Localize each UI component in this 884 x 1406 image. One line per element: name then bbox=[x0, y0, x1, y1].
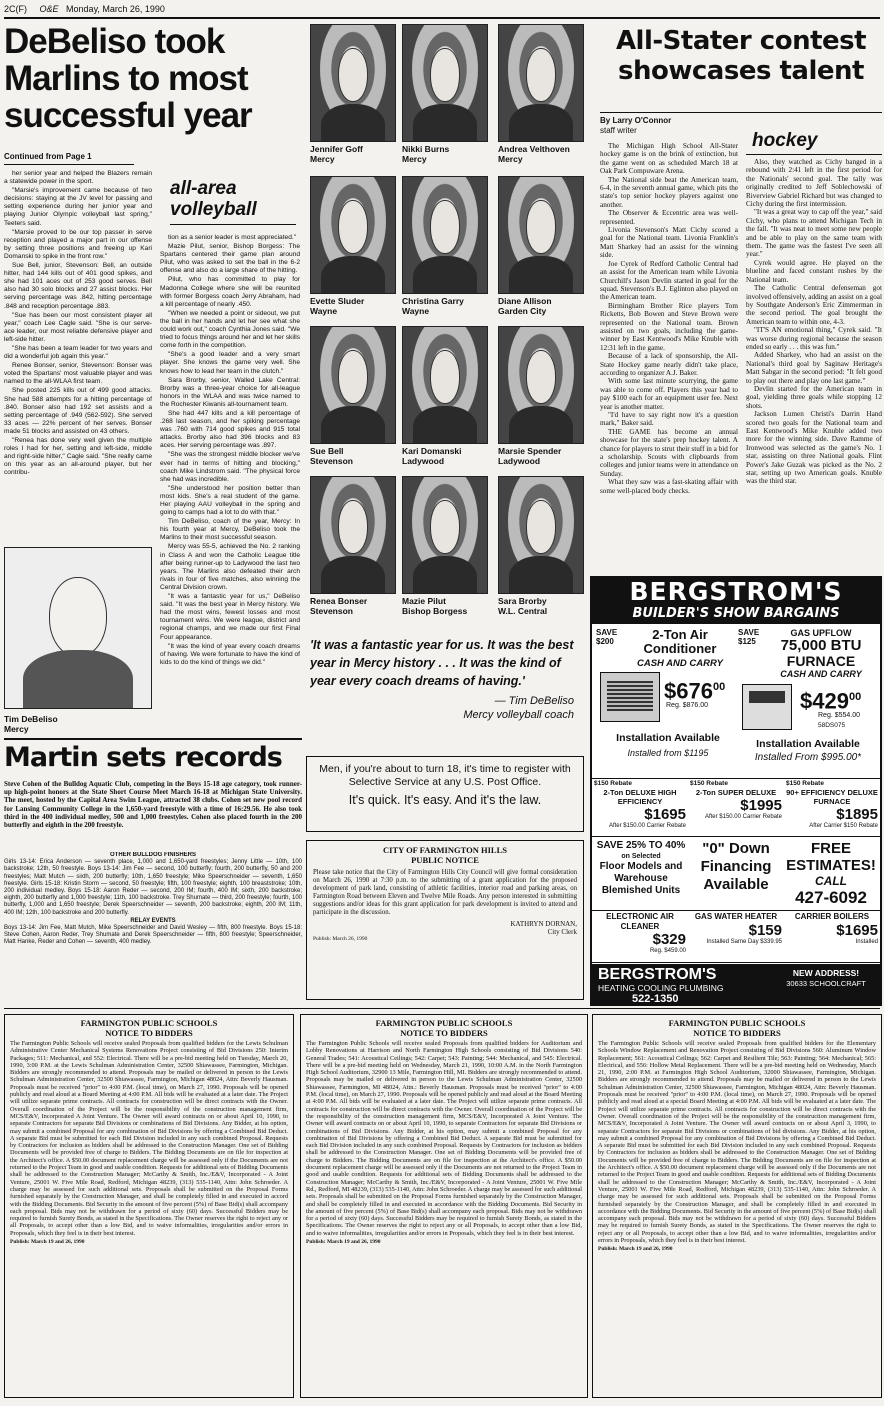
furnace-title1: GAS UPFLOW bbox=[790, 628, 852, 638]
hockey-byline bbox=[600, 116, 750, 140]
furnace-installed: Installed From $995.00* bbox=[754, 752, 862, 763]
folio-page: 2C(F) bbox=[4, 4, 27, 14]
story-para: her senior year and helped the Blazers remain a statewide power in the sport. bbox=[4, 170, 152, 186]
player-shoulders bbox=[413, 256, 477, 294]
story-column-2 bbox=[160, 234, 300, 734]
player-photo bbox=[402, 176, 488, 294]
bid-notice-title2: NOTICE TO BIDDERS bbox=[105, 1028, 193, 1038]
story-para: Mazie Pilut, senior, Bishop Borgess: The Spartans centered their game plan around Pilut, who was asked to set the ball in the 6-2 offense and also do a large share of the hitting. bbox=[160, 243, 300, 275]
selective-service-line2: It's quick. It's easy. And it's the law. bbox=[348, 793, 542, 807]
story-para: The Catholic Central defenseman got involved offensively, adding an assist on a goal by Southgate Anderson's Eric Zimmerman in the second period. The goal brought the American team to within one, 4-3. bbox=[746, 284, 882, 326]
story-para: Sara Brorby, senior, Walled Lake Central: Brorby was a three-year choice for all-league honors in the WLAA and was twice named to the Rochester Kiwanis all-tournament team. bbox=[160, 376, 300, 408]
hockey-label: hockey bbox=[752, 130, 818, 151]
appliance-offer bbox=[690, 912, 782, 960]
story-para: THE GAME has become an annual showcase for the state's prep hockey talent. A chance for players to strut their stuff in a bid for a scholarship. Scouts with clipboards from colleges and junior teams were in attendance on Sunday. bbox=[600, 427, 738, 478]
player-photo bbox=[310, 176, 396, 294]
player-caption bbox=[498, 446, 590, 468]
bid-notice-title1: FARMINGTON PUBLIC SCHOOLS bbox=[668, 1018, 806, 1028]
story-para: "She understood her position better than most kids. She's a real student of the game. Her playing AAU volleyball in the spring and going to camps had a lot to do with that." bbox=[160, 484, 300, 517]
furnace-price-dollars: $429 bbox=[800, 688, 849, 714]
folio-date: Monday, March 26, 1990 bbox=[66, 4, 165, 14]
story-para: Added Sharkey, who had an assist on the National's third goal by Saginaw Heritage's Matt Sabgar in the second period: "It felt good to play out there and play one last game." bbox=[746, 351, 882, 385]
player-name: Renea Bonser bbox=[310, 596, 368, 606]
appliance-note: Reg. $459.00 bbox=[649, 948, 686, 954]
story-para: "When we needed a point or sideout, we put the ball in her hands and let her see what she could work out," coach Cynthia Jones said. "We tried to focus things around her and let her skills come forth in the competition. bbox=[160, 309, 300, 350]
story-para: "Marsie's improvement came because of two decisions: staying at the JV level for passing and setting experience during her junior year and playing Junior Olympic volleyball last spring," Teeters said. bbox=[4, 187, 152, 227]
ac-installed: Installed from $1195 bbox=[627, 748, 709, 758]
player-name: Evette Sluder bbox=[310, 296, 365, 306]
city-notice-title1: CITY OF FARMINGTON HILLS bbox=[383, 845, 507, 855]
story-para: "It was a fantastic year for us," DeBeliso said. "It was the best year in Mercy history. We had the most wins, fewest losses and most tournament wins. We were league, district and regional champs, and we made our first Final Four appearance. bbox=[160, 593, 300, 641]
ad-save-on: on Selected bbox=[621, 853, 661, 860]
player-name: Andrea Velthoven bbox=[498, 144, 570, 154]
player-face bbox=[338, 500, 368, 553]
ac-title: 2-Ton Air Conditioner bbox=[643, 628, 717, 656]
records-top-rule bbox=[4, 738, 302, 740]
player-school: Mercy bbox=[310, 154, 335, 164]
player-caption bbox=[402, 596, 494, 618]
player-school: Wayne bbox=[310, 306, 338, 316]
records-list1: Girls 13-14: Erica Anderson — seventh place, 1,000 and 1,650-yard freestyles; Jenny Little — 10th, 100 backstroke; 12th, 50 freestyle. Boys 13-14: Jim Fee — second, 100 butterfly; fourth, 200 butterfly, 50 and 200 freestyles; Matt Mutch — sixth, 200 butterfly; 10th, 1,650 freestyle; Mike Speerschneider — seventh, 1,650 freestyle. Girls 15-18: Kristin Storm — second, 50 freestyle; fifth, 100 freestyle; eighth, 100 breaststroke; 10th, 200 individual medley. Boys 15-18: Aaron Reder — second, 200 IM; fourth, 400 IM; sixth, 200 backstroke; eighth, 200 butterfly and 1,000 freestyle; 11th, 100 backstroke. Trey Shumate — third, 200 freestyle; fourth, 100 butterfly, 1,000 and 1,650 freestyle; Derek Speerschneider — seventh, 200 backstroke; eighth, 200 IM; 11th, 400 IM; 12th, 100 backstroke and 200 butterfly. bbox=[4, 859, 302, 916]
ad-save-items: Floor Models and Warehouse Blemished Units bbox=[599, 861, 683, 896]
bid-notice-body: The Farmington Public Schools will receive sealed Proposals from qualified bidders for the Elementary Schools Window Replacement and Renovation Project consisting of Bid Divisions 560: Aluminum Window Replacement; 561: Acoustical Ceilings; 562: Carpet and Resilient Tile; 563: Painting; 564: Mechanical; 565: Electrical, and 556: Hollow Metal Replacement. There will be a pre-bid meeting held on Wednesday, March 21, 1990, 2:00 P.M. at Farmington High School Auditorium, 32000 Shiawassee, Farmington, Michigan. Bidders are strongly recommended to attend. Proposals may be mailed or delivered in person to the Lewis Schulman Administration Center, 32500 Shiawassee, Farmington, Michigan 48024, Attn: Beverly Hausman. Proposals must be received "prior" to 4:00 P.M. (local time), on March 27, 1990. Proposals will be opened publicly and read aloud at a special Board Meeting at 4:00 P.M. All bids will be evaluated at a later date. The Project will utilize separate prime contracts. All contracts for construction will be direct contracts with the Owner. Overall coordination of the Project will be the responsibility of the construction management firm, MCS/E&V, Incorporated A Joint Venture. The Owner will award contracts on or about April 3, 1990, to separate Contractors for separate Bid Divisions or combinations of bid divisions. Any Bidder, at his option, may submit a combined Proposal for any combination of Bid Divisions by offering a Combined Bid Deduct. A separate Bid must be submitted for each Bid Division included in any such combined Proposal. Requests by Contractors for inclusion as bidders shall be addressed to the Construction Manager. One set of Bidding Documents will be provided free of charge to Bidders. The Bidding Documents are on file for inspection at the Architect's office. A $50.00 document replacement charge will be assessed only if the Documents are not returned to the Project Team in good and usable condition. Requests for additional sets of Bidding Documents shall be addressed to the Construction Manager; McCarthy & Smith, Inc./E&V, Incorporated - A Joint Venture, 25001 W. Five Mile Road, Redford, Michigan 48239, (313) 535-1140, Attn: John Schroeder. A charge may be assessed for such additional sets. Proposals shall be submitted on the Proposal Forms furnished separately by the Construction Manager, and shall be completely filled in and executed in accordance with the Bidding Documents. Bid Security in the amount of five percent (5%) of Base Bid(s) shall accompany each proposal. Bids may not be withdrawn for a period of sixty (60) days. Successful Bidders may be required to furnish Surety Bonds, as stated in the Specifications. The Owner reserves the right to reject any or all Proposals, to accept other than a low Bid, and to waive informalities, irregularities and/or errors in Proposals, which they feel is in their best interest. bbox=[598, 1040, 876, 1245]
rebate-offer bbox=[786, 780, 878, 834]
story-para: Birmingham Brother Rice players Tom Ricketts, Bob Bowen and Steve Brown were represented on the National team. Brown assisted on two goals, including the game-winner by East Kentwood's Mike Knuble with 12:31 left in the game. bbox=[600, 301, 738, 352]
story-para: What they saw was a fast-skating affair with some well-placed body checks. bbox=[600, 478, 738, 495]
records-lede: Steve Cohen of the Bulldog Aquatic Club, competing in the Boys 15-18 age category, took runner-up high-point honors at the State Short Course Meet March 16-18 at Michigan State University. The meet, hosted by the Capital Area Swim League, attracted 38 clubs. Cohen set new pool record for Lansing Community College in the 1,650-yard freestyle with a time of 16:29.56. He also took third in the 400 individual medley, 500 and 1,000 freestyles. Cohen also placed fourth in the 200 butterfly and eighth in the 200 freestyle. bbox=[4, 780, 302, 830]
rebate-price: $1995 bbox=[740, 797, 782, 814]
story-para: "She has been a team leader for two years and did a wonderful job again this year." bbox=[4, 344, 152, 361]
appliance-title: CARRIER BOILERS bbox=[794, 912, 870, 921]
records-results bbox=[4, 852, 302, 998]
story-para: "It was a great way to cap off the year," said Cichy, who plans to attend Michigan Tech in the fall. "It was neat to meet some new people and be able to play on the same team with them. The game was the fastest I've seen all year." bbox=[746, 208, 882, 259]
coach-photo bbox=[4, 547, 152, 709]
story-headline: DeBeliso took Marlins to most successful year bbox=[4, 24, 252, 135]
coach-shoulders bbox=[23, 650, 134, 709]
player-shoulders bbox=[413, 104, 477, 142]
furnace-title bbox=[764, 628, 878, 680]
ad-call: CALL bbox=[815, 874, 847, 888]
player-face bbox=[526, 48, 556, 101]
furnace-title3: FURNACE bbox=[786, 653, 856, 669]
player-face bbox=[430, 500, 460, 553]
rebate-badge: $150 Rebate bbox=[786, 780, 824, 787]
player-school: Stevenson bbox=[310, 456, 353, 466]
rebate-offer bbox=[690, 780, 782, 834]
player-caption bbox=[310, 596, 402, 618]
records-list2: Boys 13-14: Jim Fee, Matt Mutch, Mike Speerschneider and David Wesley — fifth, 800 freestyle. Boys 15-18: Steve Cohen, Aaron Reder, Trey Shumate and Derek Speerschneider — fifth, 800 freestyle; Speerschneider, Matt Hanke, Reder and Cohen — seventh, 400 medley. bbox=[4, 925, 302, 946]
story-para: "She's a good leader and a very smart player. She knows the game very well. She knows how to lead her team in the clutch." bbox=[160, 351, 300, 375]
furnace-reg: Reg. $554.00 bbox=[818, 712, 861, 719]
pull-quote-attribution: — Tim DeBeliso bbox=[494, 695, 574, 707]
story-para: Jackson Lumen Christi's Darrin Hand scored two goals for the National team and East Kentwood's Mike Knuble added two more for the winning side. Dave Ramme of Ironwood was selected as the game's No. 1 star, assisting on three National goals. Flint Power's Jake Guzak was picked as the No. 2 star, setting up two American goals. Knuble was the third star. bbox=[746, 410, 882, 486]
player-face bbox=[526, 500, 556, 553]
player-photo bbox=[498, 476, 584, 594]
bid-notice-title2: NOTICE TO BIDDERS bbox=[693, 1028, 781, 1038]
ad-footer-brand: BERGSTROM'S bbox=[598, 966, 717, 983]
city-notice-published: Publish: March 26, 1990 bbox=[313, 936, 368, 942]
city-notice-signer-title: City Clerk bbox=[547, 928, 577, 936]
bid-notice-published: Publish: March 19 and 26, 1990 bbox=[306, 1239, 381, 1246]
player-caption bbox=[310, 446, 402, 468]
player-shoulders bbox=[509, 256, 573, 294]
ac-price-dollars: $676 bbox=[664, 678, 713, 704]
story-para: The Michigan High School All-Stater hockey game is on the brink of extinction, but the game went on as scheduled March 18 at Oak Park Compuware Arena. bbox=[600, 142, 738, 176]
city-notice-title2: PUBLIC NOTICE bbox=[411, 855, 479, 865]
player-caption bbox=[498, 144, 590, 166]
rebate-offer bbox=[594, 780, 686, 834]
player-photo bbox=[402, 476, 488, 594]
city-public-notice bbox=[306, 840, 584, 1000]
player-school: Garden City bbox=[498, 306, 547, 316]
bid-notice-published: Publish: March 19 and 26, 1990 bbox=[10, 1239, 85, 1246]
ac-offer bbox=[596, 628, 736, 778]
rebate-price: $1695 bbox=[644, 806, 686, 823]
player-shoulders bbox=[509, 104, 573, 142]
player-photo bbox=[310, 24, 396, 142]
continued-line: Continued from Page 1 bbox=[4, 152, 92, 161]
player-name: Nikki Burns bbox=[402, 144, 450, 154]
player-face bbox=[430, 350, 460, 403]
story-para: Because of a lack of sponsorship, the All-State Hockey game nearly didn't take place, according to organizer A.J. Baker. bbox=[600, 352, 738, 377]
player-shoulders bbox=[321, 104, 385, 142]
ad-free: FREE ESTIMATES! bbox=[786, 840, 876, 874]
ad-footer-phone: 522-1350 bbox=[632, 993, 679, 1005]
pull-quote-text: 'It was a fantastic year for us. It was the best year in Mercy history . . . It was the kind of year every coach dreams of having.' bbox=[310, 638, 574, 688]
player-school: W.L. Central bbox=[498, 606, 548, 616]
hockey-rule bbox=[600, 112, 882, 113]
ad-phone: 427-6092 bbox=[795, 888, 867, 907]
coach-photo-caption bbox=[4, 714, 152, 736]
player-photo bbox=[498, 24, 584, 142]
rebate-title: 2-Ton SUPER DELUXE bbox=[695, 788, 777, 797]
story-para: With some last minute scurrying, the game was able to come off. Players this year had to pay $100 each for an equipment user fee. Next year is another matter. bbox=[600, 377, 738, 411]
selective-service-line1: Men, if you're about to turn 18, it's time to register with Selective Service at any U.S. Post Office. bbox=[319, 763, 571, 788]
player-photo bbox=[498, 326, 584, 444]
appliance-price: $1695 bbox=[836, 921, 878, 939]
story-para: Livonia Stevenson's Matt Cichy scored a goal for the National team. Livonia Franklin's Matt Sharkey had an assist for the winning side. bbox=[600, 226, 738, 260]
player-shoulders bbox=[321, 256, 385, 294]
ad-estimates bbox=[784, 840, 878, 908]
player-school: Mercy bbox=[498, 154, 523, 164]
ac-terms: CASH AND CARRY bbox=[636, 658, 724, 669]
player-photo bbox=[498, 176, 584, 294]
story-para: Joe Cyrek of Redford Catholic Central had an assist for the American team while Livonia Churchill's Jason Devlin started in goal for the squad. Stevenson's B.J. Eglinton also played on the American team. bbox=[600, 259, 738, 302]
story-para: Renee Bonser, senior, Stevenson: Bonser was voted the Spartans' most valuable player and was named to the all-WLAA first team. bbox=[4, 362, 152, 386]
hockey-label-rule bbox=[746, 154, 882, 155]
player-school: Mercy bbox=[402, 154, 427, 164]
records-sub1: OTHER BULLDOG FINISHERS bbox=[109, 852, 196, 858]
bid-notice bbox=[592, 1014, 882, 1398]
ad-footer-address-label: NEW ADDRESS! bbox=[792, 968, 860, 978]
player-shoulders bbox=[413, 406, 477, 444]
furnace-panel bbox=[749, 691, 785, 703]
ad-zero-down: "0" Down Financing Available bbox=[700, 840, 772, 893]
player-caption bbox=[310, 296, 402, 318]
furnace-price-cents: 00 bbox=[848, 691, 862, 703]
ad-rule-1 bbox=[592, 778, 880, 779]
folio bbox=[4, 4, 304, 16]
player-shoulders bbox=[321, 556, 385, 594]
coach-caption-school: Mercy bbox=[4, 724, 29, 734]
records-sub2: RELAY EVENTS bbox=[130, 917, 176, 924]
story-para: She posted 225 kills out of 499 good attacks. She had 588 attempts for a hitting percentage of .840. Bonser also had 192 set assists and a setting percentage of .949 (562-592). She served 33 aces — 22% percent of her serves. Bonser made 51 blocks and assisted on 43 others. bbox=[4, 387, 152, 435]
ad-footer-address: 30633 SCHOOLCRAFT bbox=[786, 979, 866, 988]
ac-unit-picture bbox=[600, 672, 660, 722]
player-photo bbox=[310, 326, 396, 444]
rebate-title: 90+ EFFICIENCY DELUXE FURNACE bbox=[786, 788, 878, 806]
player-caption bbox=[498, 296, 590, 318]
hockey-headline: All-Stater contest showcases talent bbox=[615, 26, 867, 86]
player-face bbox=[338, 48, 368, 101]
furnace-price bbox=[800, 684, 878, 714]
story-para: Mercy was 55-5, achieved the No. 2 ranking in Class A and won the Catholic League title after being runner-up to Ladywood the last two years. The Marlins also defeated their arch rivals in four of five matches, also winning the Central Division crown. bbox=[160, 543, 300, 591]
ad-save-pct-title: SAVE 25% TO 40% bbox=[596, 840, 686, 851]
story-para: "I'd have to say right now it's a question mark," Baker said. bbox=[600, 411, 738, 428]
player-face bbox=[430, 48, 460, 101]
bid-notice bbox=[4, 1014, 294, 1398]
player-name: Jennifer Goff bbox=[310, 144, 363, 154]
hockey-column-1 bbox=[600, 142, 738, 570]
ad-rule-4 bbox=[592, 962, 880, 963]
bid-notice-title1: FARMINGTON PUBLIC SCHOOLS bbox=[375, 1018, 513, 1028]
player-shoulders bbox=[509, 556, 573, 594]
player-school: Stevenson bbox=[310, 606, 353, 616]
rebate-badge: $150 Rebate bbox=[594, 780, 632, 787]
rebate-badge: $150 Rebate bbox=[690, 780, 728, 787]
furnace-offer bbox=[738, 628, 878, 778]
rebate-note: After Carrier $150 Rebate bbox=[809, 823, 878, 829]
hockey-byline-name: By Larry O'Connor bbox=[600, 116, 672, 125]
bid-notice bbox=[300, 1014, 588, 1398]
story-para: "She was the strongest middle blocker we've ever had in terms of hitting and blocking," coach Mike Lindstrom said. "The physical force she had was incredible. bbox=[160, 451, 300, 483]
city-notice-signer: KATHRYN DORNAN, bbox=[510, 920, 577, 928]
player-shoulders bbox=[413, 556, 477, 594]
top-rule bbox=[4, 17, 880, 19]
selective-service-ad bbox=[306, 756, 584, 832]
appliance-offer bbox=[786, 912, 878, 960]
player-caption bbox=[402, 296, 494, 318]
hockey-byline-role: staff writer bbox=[600, 126, 637, 135]
story-para: tion as a senior leader is most appreciated." bbox=[168, 234, 297, 241]
pull-quote-role: Mercy volleyball coach bbox=[463, 709, 574, 721]
furnace-install: Installation Available bbox=[756, 738, 860, 750]
story-para: "It was the kind of year every coach dreams of having. We were fortunate to have the kind of kids to do the kind of things we did." bbox=[160, 642, 300, 666]
player-shoulders bbox=[509, 406, 573, 444]
player-caption bbox=[402, 144, 494, 166]
player-name: Sara Brorby bbox=[498, 596, 547, 606]
rebate-note: After $150.00 Carrier Rebate bbox=[704, 814, 782, 820]
story-para: "IT'S AN emotional thing," Cyrek said. "It was worse during regional because the season ended so early . . . this was fun." bbox=[746, 326, 882, 351]
ac-price bbox=[664, 674, 736, 704]
player-caption bbox=[310, 144, 402, 166]
furnace-terms: CASH AND CARRY bbox=[780, 669, 862, 679]
player-name: Diane Allison bbox=[498, 296, 552, 306]
player-face bbox=[430, 200, 460, 253]
ac-price-cents: 00 bbox=[712, 681, 726, 693]
player-school: Ladywood bbox=[498, 456, 541, 466]
story-para: "Marsie proved to be our top passer in serve reception and played a major part in our offense by setting three positions and freeing up Kari Domanski to spike in the front row." bbox=[4, 228, 152, 260]
story-para: Also, they watched as Cichy banged in a rebound with 2:41 left in the first period for the Nationals' second goal. The tally was originally credited to Jeff Soblechowski of Riverview Gabriel Richard but was changed to Cichy during the first intermission. bbox=[746, 158, 882, 209]
notices-top-rule bbox=[4, 1008, 880, 1009]
player-face bbox=[526, 350, 556, 403]
appliance-price: $159 bbox=[748, 921, 782, 939]
rebate-note: After $150.00 Carrier Rebate bbox=[608, 823, 686, 829]
ac-install: Installation Available bbox=[616, 732, 720, 744]
appliance-note: Installed Same Day $339.95 bbox=[706, 938, 782, 945]
player-face bbox=[338, 350, 368, 403]
story-para: The Observer & Eccentric area was well-represented. bbox=[600, 209, 738, 226]
records-headline: Martin sets records bbox=[4, 742, 282, 773]
ad-banner bbox=[592, 578, 880, 624]
player-name: Mazie Pilut bbox=[402, 596, 446, 606]
bid-notice-title2: NOTICE TO BIDDERS bbox=[400, 1028, 488, 1038]
story-para: "Sue has been our most consistent player all year," coach Lee Cagle said. "She is our serve-ace leader, our most reliable defensive player and left-side hitter. bbox=[4, 311, 152, 343]
heading-rule bbox=[170, 224, 296, 225]
story-para: Devlin started for the American team in goal, yielding three goals while stopping 12 shots. bbox=[746, 384, 882, 410]
volleyball-heading: all-area volleyball bbox=[170, 178, 257, 220]
player-caption bbox=[498, 596, 590, 618]
appliance-note: Installed bbox=[855, 938, 878, 945]
furnace-unit-picture bbox=[742, 684, 792, 730]
story-para: Cyrek would agree. He played on the blueline and faced constant rushes by the National team. bbox=[746, 258, 882, 284]
furnace-save: SAVE $125 bbox=[738, 628, 760, 646]
bid-notice-title1: FARMINGTON PUBLIC SCHOOLS bbox=[80, 1018, 218, 1028]
ad-rule-3 bbox=[592, 910, 880, 911]
player-photo bbox=[402, 24, 488, 142]
player-school: Ladywood bbox=[402, 456, 445, 466]
player-name: Sue Bell bbox=[310, 446, 344, 456]
bid-notice-body: The Farmington Public Schools will receive sealed Proposals from qualified bidders for Auditorium and Lobby Renovations at Harrison and North Farmington High Schools consisting of Bid Divisions 540: General Trades; 541: Acoustical Ceilings; 542: Carpet; 543: Painting; 544: Mechanical, and 545: Electrical. There will be a pre-bid meeting held on Wednesday, March 21, 1990, 10:00 A.M. in the North Farmington High School Auditorium, 32900 13 Mile, Farmington Hill, MI. Bidders are strongly recommended to attend. Proposals may be mailed or delivered in person to the Lewis Schulman Administration Center, 32500 Shiawassee, Farmington, MI 48024, Attn.: Beverly Hausman. Proposals must be received "prior" to 4:00 P.M. (local time), on March 27, 1990. Proposals will be opened publicly and read aloud at the Board Meeting at 4:00 P.M. All bids will be evaluated at a later date. The Project will utilize separate prime contracts. All contracts for construction will be direct contracts with the Owner. Overall coordination of the Project will be the responsibility of the construction management firm, MCS/E&V, Incorporated A Joint Venture. The Owner will award contracts on or about April 10, 1990, to separate Contractors for separate Bid Divisions or combinations of Bid Divisions. Any Bidder, at his option, may submit a combined Proposal for any combination of Bid Divisions by offering a Combined Bid Deduct. A separate Bid must be submitted for each Bid Division included in any such combined Proposal. Requests by Contractors for inclusion as bidders shall be addressed to the Construction Manager. One set of Bidding Documents will be provided free of charge to Bidders. The Bidding Documents are on file for inspection at the Architect's office. A $50.00 document replacement charge will be assessed only if the Documents are not returned to the Project Team in good and usable condition. Requests for additional sets of Bidding Documents shall be addressed to the Construction Manager; McCarthy & Smith, Inc./E&V, Incorporated - A Joint Venture, 25001 W. Five Mile Rd., Redford, MI 48239, (313) 535-1140, Attn: John Schroeder. A charge may be assessed for such additional sets. Proposals shall be submitted on the Proposal Forms furnished separately by the Construction Manager, and shall be completely filled in and executed in accordance with the Bidding Documents. Bid Security in the amount of five percent (5%) of Base Bid(s) shall accompany each proposal. Bids may not be withdrawn for a period of sixty (60) days. Successful Bidders may be required to furnish Surety Bonds, as stated in the Specifications. The Owner reserves the right to reject any or all Proposals, to accept other than a low Bid, and to waive informalities, irregularities and/or errors in Proposals, which they feel is in their best interest. bbox=[306, 1040, 582, 1237]
bid-notice-published: Publish: March 19 and 26, 1990 bbox=[598, 1246, 673, 1253]
ad-footer bbox=[592, 964, 880, 1006]
appliance-offer bbox=[594, 912, 686, 960]
story-para: Tim DeBeliso, coach of the year, Mercy: In his fourth year at Mercy, DeBeliso took the Marlins to their most successful season. bbox=[160, 518, 300, 542]
ad-footer-services: HEATING COOLING PLUMBING bbox=[598, 983, 724, 993]
story-para: Pilut, who has committed to play for Madonna College where she will be reunited with former Borgess coach Jerry Abraham, had a kill percentage of nearly .450. bbox=[160, 276, 300, 308]
ad-tagline: BUILDER'S SHOW BARGAINS bbox=[632, 606, 840, 621]
ac-grille bbox=[607, 681, 653, 711]
bergstroms-ad bbox=[590, 576, 882, 1006]
coach-face bbox=[49, 577, 107, 657]
player-face bbox=[526, 200, 556, 253]
ad-rule-2 bbox=[592, 836, 880, 837]
bid-notice-body: The Farmington Public Schools will receive sealed Proposals from qualified bidders for the Lewis Schulman Administrative Center Mechanical Systems Renovations Project consisting of Bid Divisions 250: Interim Packages; 511: Mechanical, and 552: Electrical. There will be a pre-bid meeting held on Tuesday, March 20, 1990, 3:00 P.M. at the Lewis Schulman Administration Center, 32500 Shiawassee, Farmington, Michigan. Bidders are strongly recommended to attend. Proposals may be mailed or delivered in person to the Lewis Schulman Administration Center, 32500 Shiawassee, Farmington, Michigan 48024, Attn: Beverly Hausman. Proposals must be received "prior" to 4:00 P.M. (local time), on March 27, 1990. Proposals will be opened publicly and read aloud at a Board Meeting at 4:00 P.M. All bids will be evaluated at a later date. The Project will utilize separate prime contracts. All contracts for construction will be direct contracts with the Owner. Overall coordination of the Project will be the responsibility of the construction management firm, MCS/E&V, Incorporated A Joint Venture. The Owner will award contracts on or about April 10, 1990, to separate Contractors for separate Bid Divisions or combinations of Bid Divisions. Any Bidder, at his option, may submit a combined Proposal for any combination of Bid Divisions by offering a Combined Bid Deduct. A separate Bid must be submitted for each Bid Division included in any such combined Proposal. Requests by Contractors for inclusion as bidders shall be addressed to the Construction Manager. One set of Bidding Documents will be provided free of charge to Bidders. The Bidding Documents are on file for inspection at the Architect's office. A $50.00 document replacement charge will be assessed only if the Documents are not returned to the Project Team in good and usable condition. Requests for additional sets of Bidding Documents shall be addressed to the Construction Manager; McCarthy & Smith, Inc./E&V, Incorporated - A Joint Venture, 25001 W. Five Mile Road, Redford, Michigan 48239, (313) 535-1140, Attn: John Schroeder. A charge may be assessed for such additional sets. Proposals shall be submitted on the Proposal Forms furnished separately by the Construction Manager, and shall be completely filled in and executed in accord with the Bidding Documents. Bid Security in the amount of five percent (5%) of Base Bid(s) shall accompany each proposal. Bids may not be withdrawn for a period of sixty (60) days. Successful Bidders may be required to furnish Surety Bonds, as stated in the Specifications. The Owner reserves the right to reject any or all Proposals, to accept other than a low Bid, and to waive informalities, irregularities and/or errors in Proposals, which they feel is in their best interest. bbox=[10, 1040, 288, 1237]
city-notice-body: Please take notice that the City of Farmington Hills City Council will give formal consideration on March 26, 1990 at 7:30 p.m. to the submitting of a grant application for the proposed development of park land, consisting of athletic facilities, interior road and parking areas, on Farmington Road between Eleven and Twelve Mile Roads. Any person interested in submitting suggestions and/or ideas for this grant application for park development is invited to attend and participate in the discussion. bbox=[313, 869, 577, 916]
player-photo bbox=[310, 476, 396, 594]
rebate-title: 2-Ton DELUXE HIGH EFFICIENCY bbox=[603, 788, 677, 806]
ad-brand: BERGSTROM'S bbox=[629, 578, 843, 606]
player-photo bbox=[402, 326, 488, 444]
appliance-title: ELECTRONIC AIR CLEANER bbox=[606, 912, 674, 931]
player-school: Bishop Borgess bbox=[402, 606, 468, 616]
story-para: The National side beat the American team, 6-4, in the seventh annual game, which pits the state's top senior hockey players against one another. bbox=[600, 175, 738, 209]
ac-reg: Reg. $876.00 bbox=[666, 702, 709, 709]
story-para: She had 447 kills and a kill percentage of .268 last season, and her spiking percentage was .760 with 714 good spikes and 915 total attacks. Brorby also had 396 blocks and 83 aces. Her serving percentage was .897. bbox=[160, 409, 300, 450]
furnace-title2: 75,000 BTU bbox=[780, 637, 862, 654]
ad-save-pct bbox=[594, 840, 688, 908]
appliance-title: GAS WATER HEATER bbox=[694, 912, 778, 921]
story-para: Sue Bell, junior, Stevenson: Bell, an outside hitter, had 144 kills out of 401 good spikes, and she had 101 aces out of 253 good serves. Bell also had 30 solo blocks and 27 assist blocks. Her serving percentage was .842, hitting percentage .848 and reception percentage .883. bbox=[4, 262, 152, 310]
hockey-column-2 bbox=[746, 158, 882, 570]
furnace-model: 58DS075 bbox=[818, 722, 846, 729]
coach-caption-name: Tim DeBeliso bbox=[4, 714, 58, 724]
player-shoulders bbox=[321, 406, 385, 444]
player-name: Christina Garry bbox=[402, 296, 464, 306]
rebate-price: $1895 bbox=[836, 806, 878, 823]
continued-rule bbox=[4, 164, 134, 165]
folio-paper: O&E bbox=[39, 4, 59, 14]
ac-save: SAVE $200 bbox=[596, 628, 618, 646]
player-name: Kari Domanski bbox=[402, 446, 462, 456]
story-para: "Renea has done very well given the multiple roles I had for her, setting and left-side, middle and right-side hitter," Cagle said. "She really came on this year as an all-around player, but her contribu- bbox=[4, 437, 152, 477]
player-school: Wayne bbox=[402, 306, 430, 316]
player-name: Marsie Spender bbox=[498, 446, 562, 456]
player-face bbox=[338, 200, 368, 253]
player-caption bbox=[402, 446, 494, 468]
pull-quote bbox=[310, 636, 584, 746]
appliance-price: $329 bbox=[652, 931, 686, 948]
